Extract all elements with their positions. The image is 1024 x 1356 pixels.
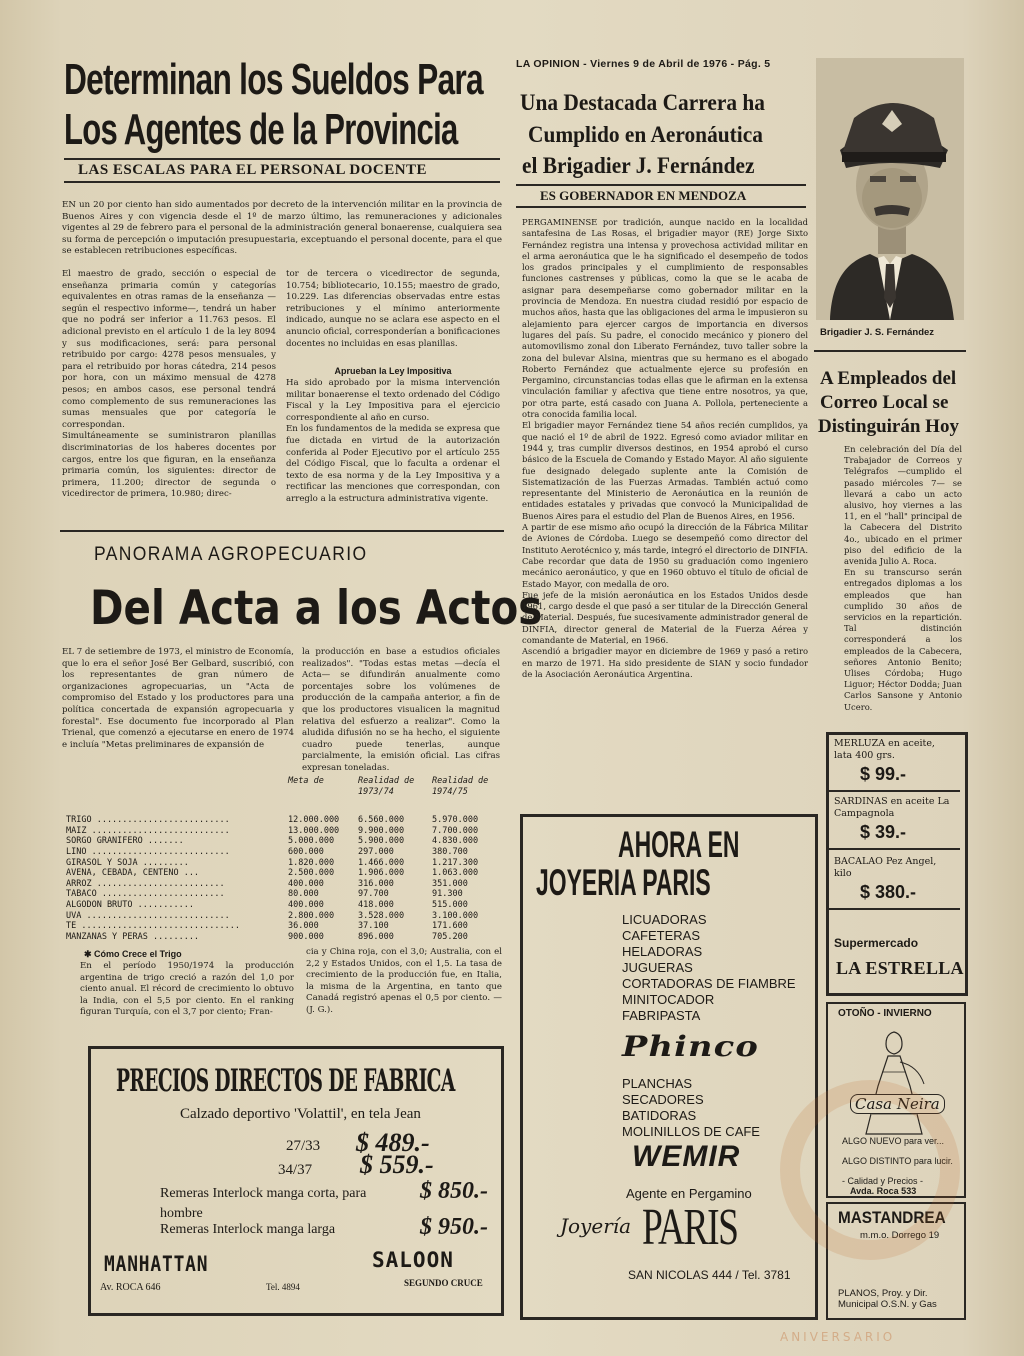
manhattan-title: PRECIOS DIRECTOS DE FABRICA xyxy=(116,1063,455,1099)
manhattan-brand-1: MANHATTAN xyxy=(104,1252,209,1276)
masthead: LA OPINION - Viernes 9 de Abril de 1976 - Pág. 5 xyxy=(516,58,771,70)
anniversary-watermark: ANIVERSARIO xyxy=(780,1330,896,1344)
wemir-logo: WEMIR xyxy=(632,1140,741,1173)
table-subheader xyxy=(288,787,358,798)
value-cell: 705.200 xyxy=(432,931,468,942)
joyeria-items-2 xyxy=(622,1076,760,1140)
appliance-item: HELADORAS xyxy=(622,944,703,959)
photo-caption-rule xyxy=(814,350,966,352)
appliance-item: SECADORES xyxy=(622,1092,704,1107)
asterisk-icon: ✱ xyxy=(84,949,95,959)
manhattan-price-3: $ 850.- xyxy=(420,1178,488,1204)
value-cell: 6.560.000 xyxy=(358,815,405,826)
table-subheader-row xyxy=(66,787,506,798)
sueldos-headline-1: Determinan los Sueldos Para xyxy=(64,55,483,104)
panorama-label: PANORAMA AGROPECUARIO xyxy=(94,544,368,565)
neira-line-2: ALGO DISTINTO para lucir. xyxy=(842,1156,953,1166)
joyeria-title-1: AHORA EN xyxy=(618,824,740,865)
mastandrea-sub: m.m.o. Dorrego 19 xyxy=(860,1230,940,1241)
value-cell: 297.000 xyxy=(358,846,394,857)
value-cell: 1.063.000 xyxy=(432,868,479,879)
crop-name-cell: LINO ........................... xyxy=(66,846,230,857)
value-cell: 9.900.000 xyxy=(358,825,405,836)
appliance-item: LICUADORAS xyxy=(622,912,707,927)
value-cell: 91.300 xyxy=(432,889,463,900)
phinco-logo: Phinco xyxy=(622,1030,759,1063)
manhattan-size-2: 34/37 xyxy=(278,1162,313,1178)
fernandez-rule-top xyxy=(516,184,806,186)
mastandrea-name: MASTANDREA xyxy=(838,1208,946,1227)
sueldos-rule-top xyxy=(64,158,500,160)
fernandez-subhead: ES GOBERNADOR EN MENDOZA xyxy=(540,188,747,203)
value-cell: 1.820.000 xyxy=(288,857,335,868)
table-row xyxy=(66,826,506,837)
table-header: Realidad de xyxy=(432,776,489,786)
estrella-supermercado: Supermercado xyxy=(834,936,919,950)
table-row xyxy=(66,932,506,943)
fernandez-headline-3: el Brigadier J. Fernández xyxy=(522,153,755,178)
grocery-item-name: BACALAO Pez Angel, kilo xyxy=(834,856,937,879)
table-row xyxy=(66,847,506,858)
sueldos-headline-2: Los Agentes de la Provincia xyxy=(64,105,458,154)
brigadier-photo xyxy=(816,58,964,320)
appliance-item: FABRIPASTA xyxy=(622,1008,701,1023)
crop-name-cell: MAIZ ........................... xyxy=(66,825,230,836)
appliance-item: JUGUERAS xyxy=(622,960,693,975)
table-row xyxy=(66,868,506,879)
value-cell: 515.000 xyxy=(432,899,468,910)
grocery-item-price: $ 99.- xyxy=(860,764,907,784)
table-row xyxy=(66,921,506,932)
value-cell: 171.600 xyxy=(432,921,468,932)
table-header: Meta de xyxy=(288,776,324,786)
joyeria-agent: Agente en Pergamino xyxy=(626,1186,752,1201)
value-cell: 13.000.000 xyxy=(288,825,340,836)
brigadier-portrait-image xyxy=(816,58,964,320)
manhattan-line-2: Remeras Interlock manga corta, para hombre xyxy=(160,1186,367,1221)
trigo-text-2: cia y China roja, con el 3,0; Australia, con el 2,2 y Estados Unidos, con el 1,5. La tasa de crecimiento de la producción fue, en Italia, la misma de la Argentina, en tanto que Canadá registró apenas el 0,5 por ciento. — (J. G.). xyxy=(306,947,502,1015)
crop-name-cell: TABACO ........................ xyxy=(66,889,225,900)
table-subheader: 1973/74 xyxy=(358,786,394,797)
neira-season: OTOÑO - INVIERNO xyxy=(838,1008,932,1019)
crop-name-cell: MANZANAS Y PERAS ......... xyxy=(66,931,200,942)
trigo-text-1: En el período 1950/1974 la producción argentina de trigo creció a razón del 1,0 por ciento anual. El récord de crecimiento lo obtuvo la India, con el 5,5 por ciento. En el ranking figuran Turquía, con el 3,7 por ciento; Fran- xyxy=(80,961,294,1018)
crop-name-cell: TE ............................... xyxy=(66,921,240,932)
value-cell: 5.970.000 xyxy=(432,815,479,826)
value-cell: 1.906.000 xyxy=(358,868,405,879)
correo-headline-3: Distinguirán Hoy xyxy=(818,416,959,437)
appliance-item: CORTADORAS DE FIAMBRE xyxy=(622,976,796,991)
panorama-text-2: la producción en base a estudios oficiales realizados". "Todas estas metas —decía el Acta— se difundirán anualmente como porcentajes sobre los volúmenes de producción de la campaña anterior, a fin de que los productores visualicen la magnitud relativa del esfuerzo a realizar". Como la aludida difusión no se ha hecho, el siguiente cuadro puede tenerlas, aunque parcialmente, la emisión oficial. Las cifras expresan toneladas. xyxy=(302,647,500,773)
crop-name-cell: UVA ............................ xyxy=(66,910,230,921)
neira-line-1: ALGO NUEVO para ver... xyxy=(842,1136,945,1146)
value-cell: 2.800.000 xyxy=(288,910,335,921)
table-subheader xyxy=(66,787,288,798)
value-cell: 1.466.000 xyxy=(358,857,405,868)
sueldos-intro: EN un 20 por ciento han sido aumentados por decreto de la intervención militar en la provincia de Buenos Aires y con vigencia desde el 1º de marzo último, las remuneraciones y adicionales vigentes al 29 de febrero para el personal de la administración general bonaerense, cualquiera sea su forma de percepción o imputación presupuestaria, exceptuando el personal docente, para el que se establecen retribuciones específicas. xyxy=(62,200,502,257)
anniversary-watermark-number xyxy=(760,1050,960,1300)
trigo-subhead xyxy=(84,949,182,960)
sueldos-col2-subhead: Aprueban la Ley Impositiva xyxy=(334,366,452,376)
joyeria-address: SAN NICOLAS 444 / Tel. 3781 xyxy=(628,1268,791,1282)
value-cell: 1.217.300 xyxy=(432,857,479,868)
value-cell: 600.000 xyxy=(288,846,324,857)
table-header: Realidad de xyxy=(358,776,415,786)
grocery-item-name: MERLUZA en aceite, lata 400 grs. xyxy=(834,738,935,761)
panorama-text-1: EL 7 de setiembre de 1973, el ministro de Economía, que lo era el señor José Ber Gelbard, suscribió, con los representantes de gran número de organizaciones agropecuarias, un "Acta de compromiso del Estado y los productores para una política concertada de expansión agropecuaria y forestal". Ese documento fue incorporado al Plan Trienal, que comenzó a ejecutarse en enero de 1974 e incluía "Metas preliminares de expansión de xyxy=(62,647,294,750)
fernandez-text: PERGAMINENSE por tradición, aunque nacido en la localidad santafesina de Las Rosas, el brigadier mayor (RE) Jorge Sixto Fernández registra una intensa y provechosa actividad militar en el arma aeronáutica que le ha significado el desempeño de todos los grados principales y el cumplimiento de responsables funciones castrenses y públicas, como la que se le acaba de asignar para desempeñarse como gobernador militar en la provincia de Mendoza. En nuestra ciudad residió por espacio de muchos años, hasta que las obligaciones del arma le impusieron su alejamiento para ejercer cargos de importancia en diversos lugares del país. Su padre, el conocido mecánico y pionero del automovilismo zonal don Liberato Fernández, tuvo taller sobre la zona del bulevar Alsina, mientras que su hermano es el abogado Roberto Fernández que actualmente ejerce su profesión en Pergamino, circunstancias todas ellas que le afirman en la extensa vinculación familiar y afectiva que tiene entre nosotros, ya que, por otra parte, está casado con Juana A. Pollola, perteneciente a otra conocida familia local. El brigadier mayor Fernández tiene 54 años recién cumplidos, ya que nació el 1º de abril de 1922. Egresó como aviador militar en 1944 y, tras cumplir diversos destinos, en 1954 aprobó el curso básico de la Escuela de Comando y Estado Mayor. Al año siguiente fue designado delegado suplente ante la Comisión de Sistematización de las Fuerzas Armadas. También actuó como representante del Ministerio de Aeronáutica en la reunión de entidades estatales y privadas que convocó la Municipalidad de Buenos Aires para el estudio del Plan de Buenos Aires, en 1956. A partir de ese mismo año ocupó la dirección de la Fábrica Militar de Aviones de Córdoba. Luego se desempeñó como director del Instituto Aerotécnico y, más tarde, integró el directorio de DINFIA. Cabe recordar que data de 1950 su graduación como ingeniero mecánico aeronáutico, y que en 1960 obtuvo el título de oficial de Estado Mayor, con medalla de oro. Fue jefe de la misión aeronáutica en los Estados Unidos desde 1961, cargo desde el que pasó a ser titular de la Dirección General de Material. Después, fue sucesivamente administrador general de DINFIA, director general de Material de la Fuerza Aérea y comandante de Material, en 1966. Ascendió a brigadier mayor en diciembre de 1969 y pasó a retiro en marzo de 1971. Ha sido presidente de SIAN y socio fundador de la Asociación Aeronáutica Argentina. xyxy=(522,217,808,679)
sueldos-col1: El maestro de grado, sección o especial de enseñanza primaria común y categorías equivalentes en otras ramas de la enseñanza —según el respectivo informe—, tendrá un haber que no podrá ser inferior a 11.763 pesos. El adicional previsto en el artículo 1 de la ley 8094 y sus modificaciones, será: para personal retribuido por cargo: 4278 pesos mensuales, y para el retribuido por horas cátedra, 214 pesos por hora, con un máximo mensual de 4278 pesos; en ambos casos, ese personal tendrá como complemento de sus remuneraciones las sumas mensuales que por categoría le correspondan. Simultáneamente se suministraron planillas discriminatorias de los haberes docentes por cargos, entre los que figuran, en la enseñanza primaria común, los siguientes: director de primera, 11.200; director de segunda o vicedirector de primera, 10.980; direc- xyxy=(62,269,276,500)
neira-address: Avda. Roca 533 xyxy=(850,1186,917,1196)
value-cell: 5.000.000 xyxy=(288,836,335,847)
appliance-item: MINITOCADOR xyxy=(622,992,715,1007)
appliance-item: CAFETERAS xyxy=(622,928,701,943)
production-table-wrap xyxy=(66,776,506,942)
value-cell: 80.000 xyxy=(288,889,319,900)
crop-name-cell: SORGO GRANIFERO ....... xyxy=(66,836,184,847)
appliance-item: BATIDORAS xyxy=(622,1108,697,1123)
crop-name-cell: TRIGO .......................... xyxy=(66,815,230,826)
joyeria-title-2: JOYERIA PARIS xyxy=(536,862,711,903)
crop-name-cell: ARROZ ......................... xyxy=(66,878,225,889)
mastandrea-text: PLANOS, Proy. y Dir. Municipal O.S.N. y Gas xyxy=(838,1288,937,1310)
value-cell: 5.900.000 xyxy=(358,836,405,847)
fernandez-headline-1: Una Destacada Carrera ha xyxy=(520,90,765,115)
grocery-divider xyxy=(828,790,960,792)
value-cell: 36.000 xyxy=(288,921,319,932)
production-table xyxy=(66,776,506,942)
table-subheader: 1974/75 xyxy=(432,786,468,797)
correo-headline-2: Correo Local se xyxy=(820,392,949,413)
table-row xyxy=(66,815,506,826)
table-header-row xyxy=(66,776,506,787)
joyeria-items-1 xyxy=(622,912,796,1024)
grocery-divider xyxy=(828,908,960,910)
value-cell: 400.000 xyxy=(288,899,324,910)
manhattan-brand-2: SALOON xyxy=(372,1248,454,1272)
appliance-item: MOLINILLOS DE CAFE xyxy=(622,1124,760,1139)
correo-text: En celebración del Día del Trabajador de Correos y Telégrafos —cumplido el pasado miércoles 7— se llevará a cabo un acto alusivo, hoy viernes a las 11, en el "hall" principal de la Cabecera del Distrito 4o., ubicado en el primer piso del edificio de la avenida Julio A. Roca. En su transcurso serán entregados diplomas a los empleados que han cumplido 30 años de servicios en la repartición. Tal distinción corresponderá a los empleados de la Cabecera, señores Antonio Benito; Ulises Córdoba; Hugo Liguor; Héctor Dodda; Juan Carlos Sansone y Antonio Ucero. xyxy=(844,444,962,712)
manhattan-line-1: Calzado deportivo 'Volattil', en tela Jean xyxy=(180,1106,421,1122)
value-cell: 400.000 xyxy=(288,878,324,889)
appliance-item: PLANCHAS xyxy=(622,1076,693,1091)
sueldos-subhead: LAS ESCALAS PARA EL PERSONAL DOCENTE xyxy=(78,162,428,178)
estrella-name: LA ESTRELLA xyxy=(836,958,964,978)
manhattan-address: Av. ROCA 646 xyxy=(100,1282,161,1293)
joyeria-logo-small: Joyería xyxy=(560,1214,632,1238)
value-cell: 4.830.000 xyxy=(432,836,479,847)
neira-logo: Casa Neira xyxy=(850,1094,945,1114)
table-header xyxy=(66,776,288,787)
manhattan-size-1: 27/33 xyxy=(286,1138,321,1154)
grocery-item-price: $ 39.- xyxy=(860,822,907,842)
value-cell: 97.700 xyxy=(358,889,389,900)
value-cell: 418.000 xyxy=(358,899,394,910)
fernandez-rule-bottom xyxy=(516,206,806,208)
trigo-subhead-text: Cómo Crece el Trigo xyxy=(94,949,182,959)
manhattan-price-1: $ 489.- xyxy=(356,1128,430,1157)
correo-headline-1: A Empleados del xyxy=(820,368,957,389)
fernandez-headline-2: Cumplido en Aeronáutica xyxy=(528,122,763,147)
photo-caption: Brigadier J. S. Fernández xyxy=(820,327,935,338)
table-row xyxy=(66,836,506,847)
value-cell: 351.000 xyxy=(432,878,468,889)
anniversary-watermark-graphic xyxy=(760,1050,960,1300)
table-row xyxy=(66,911,506,922)
table-row xyxy=(66,858,506,869)
panorama-headline: Del Acta a los Actos xyxy=(90,581,543,636)
value-cell: 12.000.000 xyxy=(288,815,340,826)
value-cell: 7.700.000 xyxy=(432,825,479,836)
manhattan-price-4: $ 950.- xyxy=(420,1214,488,1240)
table-row xyxy=(66,900,506,911)
value-cell: 3.100.000 xyxy=(432,910,479,921)
table-row xyxy=(66,879,506,890)
grocery-item-name: SARDINAS en aceite La Campagnola xyxy=(834,796,950,819)
value-cell: 380.700 xyxy=(432,846,468,857)
crop-name-cell: AVENA, CEBADA, CENTENO ... xyxy=(66,868,200,879)
left-section-divider xyxy=(60,530,504,532)
value-cell: 37.100 xyxy=(358,921,389,932)
joyeria-logo-big: PARIS xyxy=(642,1199,738,1256)
crop-name-cell: ALGODON BRUTO ........... xyxy=(66,899,194,910)
sueldos-col2b: Ha sido aprobado por la misma intervención militar bonaerense el texto ordenado del Código Fiscal y la Ley Impositiva para el ejercicio correspondiente al año en curso. En los fundamentos de la medida se expresa que fue dictada en virtud de la autorización conferida al Poder Ejecutivo por el artículo 255 del Código Fiscal, que lo faculta a ordenar el texto de esa norma y de la Ley Impositiva y a rectificar las menciones que correspondan, con arreglo a la estructura administrativa vigente. xyxy=(286,378,500,504)
manhattan-tel: Tel. 4894 xyxy=(266,1282,300,1292)
value-cell: 2.500.000 xyxy=(288,868,335,879)
sueldos-rule-bottom xyxy=(64,181,500,183)
value-cell: 896.000 xyxy=(358,931,394,942)
manhattan-price-2: $ 559.- xyxy=(360,1150,434,1179)
table-row xyxy=(66,889,506,900)
grocery-item-price: $ 380.- xyxy=(860,882,917,902)
value-cell: 3.528.000 xyxy=(358,910,405,921)
manhattan-location: SEGUNDO CRUCE xyxy=(404,1278,483,1288)
neira-line-3: - Calidad y Precios - xyxy=(842,1176,924,1186)
sueldos-col2: tor de tercera o vicedirector de segunda, 10.754; bibliotecario, 10.155; maestro de grado, 10.229. Las diferencias observadas entre estas retribuciones y el mínimo anteriormente indicado, aunque no se aclara ese aspecto en el anuncio oficial, corresponderían a bonificaciones docentes no incluidas en esas planillas. xyxy=(286,269,500,349)
crop-name-cell: GIRASOL Y SOJA ......... xyxy=(66,857,189,868)
grocery-divider xyxy=(828,848,960,850)
manhattan-line-3: Remeras Interlock manga larga xyxy=(160,1222,336,1237)
value-cell: 900.000 xyxy=(288,931,324,942)
value-cell: 316.000 xyxy=(358,878,394,889)
